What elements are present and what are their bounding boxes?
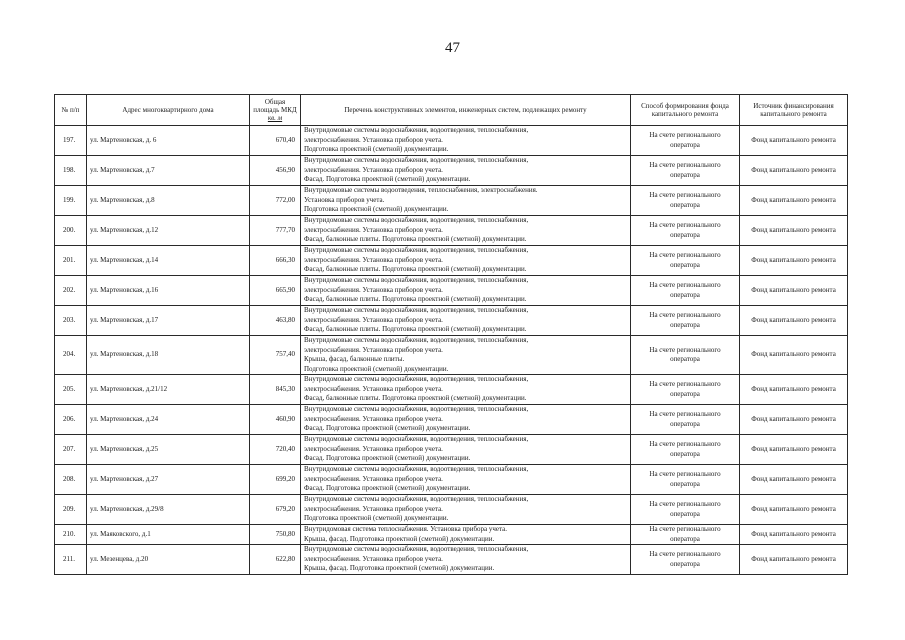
row-fund-method: На счете регионального оператора [631,276,740,306]
table-row [55,495,848,525]
works-line: Установка приборов учета. [304,195,385,204]
row-area: 679,20 [250,495,301,525]
row-works [301,545,631,575]
row-address: ул. Мартеновская, д.21/12 [87,375,250,405]
row-funding-source: Фонд капитального ремонта [740,495,848,525]
row-funding-source: Фонд капитального ремонта [740,276,848,306]
row-fund-method: На счете регионального оператора [631,525,740,545]
row-number: 204. [55,336,87,375]
works-line: электроснабжения. Установка приборов учета. [304,165,443,174]
works-line: Крыша, фасад. Подготовка проектной (сметной) документации. [304,564,495,573]
works-line: Внутридомовые системы водоснабжения, водоотведения, теплоснабжения, [304,306,529,315]
row-works [301,186,631,216]
row-area: 757,40 [250,336,301,375]
works-line: электроснабжения. Установка приборов учета. [304,504,443,513]
works-line: Внутридомовые системы водоснабжения, водоотведения, теплоснабжения, [304,435,529,444]
row-address: ул. Мартеновская, д.7 [87,156,250,186]
works-line: электроснабжения. Установка приборов учета. [304,554,443,563]
table-row [55,375,848,405]
table-row [55,545,848,575]
row-works [301,525,631,545]
table-row [55,405,848,435]
row-works [301,276,631,306]
row-area: 666,30 [250,246,301,276]
row-address: ул. Мартеновская, д.16 [87,276,250,306]
works-line: электроснабжения. Установка приборов учета. [304,255,443,264]
row-address: ул. Мартеновская, д. 6 [87,126,250,156]
row-number: 206. [55,405,87,435]
row-funding-source: Фонд капитального ремонта [740,405,848,435]
works-line: Внутридомовые системы водоснабжения, водоотведения, теплоснабжения, [304,405,529,414]
row-address: ул. Мартеновская, д.18 [87,336,250,375]
row-fund-method: На счете регионального оператора [631,306,740,336]
row-funding-source: Фонд капитального ремонта [740,156,848,186]
works-line: Подготовка проектной (сметной) документации. [304,364,449,373]
row-fund-method: На счете регионального оператора [631,495,740,525]
works-line: электроснабжения. Установка приборов учета. [304,444,443,453]
row-funding-source: Фонд капитального ремонта [740,336,848,375]
row-works [301,336,631,375]
row-works [301,246,631,276]
row-works [301,126,631,156]
row-number: 210. [55,525,87,545]
works-line: электроснабжения. Установка приборов учета. [304,384,443,393]
row-address: ул. Маяковского, д.1 [87,525,250,545]
row-fund-method: На счете регионального оператора [631,405,740,435]
row-number: 199. [55,186,87,216]
header-number: № п/п [55,95,87,126]
header-funding-source: Источник финансирования капитального ремонта [740,95,848,126]
row-fund-method: На счете регионального оператора [631,465,740,495]
row-fund-method: На счете регионального оператора [631,545,740,575]
works-line: Подготовка проектной (сметной) документации. [304,205,449,214]
row-funding-source: Фонд капитального ремонта [740,525,848,545]
row-address: ул. Мартеновская, д.25 [87,435,250,465]
row-address: ул. Мартеновская, д.12 [87,216,250,246]
header-address: Адрес многоквартирного дома [87,95,250,126]
row-number: 198. [55,156,87,186]
row-number: 203. [55,306,87,336]
row-works [301,306,631,336]
works-line: Внутридомовые системы водоснабжения, водоотведения, теплоснабжения, [304,156,529,165]
works-line: электроснабжения. Установка приборов учета. [304,414,443,423]
header-area-unit: кв. м [267,114,283,122]
row-number: 211. [55,545,87,575]
row-funding-source: Фонд капитального ремонта [740,465,848,495]
table-body [55,126,848,575]
works-line: электроснабжения. Установка приборов учета. [304,225,443,234]
works-line: электроснабжения. Установка приборов учета. [304,135,443,144]
row-funding-source: Фонд капитального ремонта [740,186,848,216]
table-row [55,435,848,465]
table-row [55,306,848,336]
table-row [55,336,848,375]
row-area: 665,90 [250,276,301,306]
works-line: Внутридомовые системы водоснабжения, водоотведения, теплоснабжения, [304,465,529,474]
table-row [55,156,848,186]
row-funding-source: Фонд капитального ремонта [740,545,848,575]
row-works [301,495,631,525]
table-row [55,126,848,156]
table-row [55,465,848,495]
row-number: 202. [55,276,87,306]
row-funding-source: Фонд капитального ремонта [740,435,848,465]
works-line: Крыша, фасад, балконные плиты. [304,355,405,363]
works-line: Внутридомовые системы водоотведения, теплоснабжения, электроснабжения. [304,186,538,195]
row-fund-method: На счете регионального оператора [631,435,740,465]
row-funding-source: Фонд капитального ремонта [740,216,848,246]
row-number: 207. [55,435,87,465]
row-area: 463,80 [250,306,301,336]
row-number: 197. [55,126,87,156]
works-line: Фасад, балконные плиты. Подготовка проектной (сметной) документации. [304,265,527,274]
row-fund-method: На счете регионального оператора [631,246,740,276]
row-number: 209. [55,495,87,525]
row-fund-method: На счете регионального оператора [631,336,740,375]
works-line: электроснабжения. Установка приборов учета. [304,315,443,324]
works-line: Внутридомовые системы водоснабжения, водоотведения, теплоснабжения, [304,216,529,225]
row-address: ул. Мезенцева, д.20 [87,545,250,575]
row-funding-source: Фонд капитального ремонта [740,375,848,405]
works-line: электроснабжения. Установка приборов учета. [304,285,443,294]
table-header-row [55,95,848,126]
row-address: ул. Мартеновская, д.24 [87,405,250,435]
row-address: ул. Мартеновская, д.17 [87,306,250,336]
header-area [250,95,301,126]
row-works [301,465,631,495]
works-line: Фасад. Подготовка проектной (сметной) документации. [304,454,471,463]
header-works: Перечень конструктивных элементов, инженерных систем, подлежащих ремонту [301,95,631,126]
row-works [301,216,631,246]
row-works [301,405,631,435]
works-line: Внутридомовые системы водоснабжения, водоотведения, теплоснабжения, [304,545,529,554]
header-fund-method: Способ формирования фонда капитального ремонта [631,95,740,126]
row-address: ул. Мартеновская, д.8 [87,186,250,216]
works-line: Подготовка проектной (сметной) документации. [304,145,449,154]
works-line: Внутридомовые системы водоснабжения, водоотведения, теплоснабжения, [304,375,529,384]
row-area: 699,20 [250,465,301,495]
row-area: 845,30 [250,375,301,405]
works-line: Внутридомовые системы водоснабжения, водоотведения, теплоснабжения, [304,126,529,135]
row-area: 772,00 [250,186,301,216]
table-row [55,216,848,246]
row-fund-method: На счете регионального оператора [631,156,740,186]
row-area: 670,40 [250,126,301,156]
table-row [55,525,848,545]
header-area-title: Общая площадь МКД [253,98,297,114]
works-line: Фасад, балконные плиты. Подготовка проектной (сметной) документации. [304,295,527,304]
works-line: Фасад. Подготовка проектной (сметной) документации. [304,175,471,184]
page-number: 47 [445,40,460,56]
works-line: Внутридомовая система теплоснабжения. Установка прибора учета. [304,525,508,533]
row-address: ул. Мартеновская, д.14 [87,246,250,276]
works-line: Внутридомовые системы водоснабжения, водоотведения, теплоснабжения, [304,336,529,344]
row-number: 200. [55,216,87,246]
works-line: Фасад, балконные плиты. Подготовка проектной (сметной) документации. [304,235,527,244]
row-works [301,156,631,186]
row-area: 750,80 [250,525,301,545]
row-address: ул. Мартеновская, д.27 [87,465,250,495]
works-line: Фасад. Подготовка проектной (сметной) документации. [304,484,471,493]
table-row [55,246,848,276]
table-row [55,276,848,306]
works-line: Внутридомовые системы водоснабжения, водоотведения, теплоснабжения, [304,495,529,504]
row-fund-method: На счете регионального оператора [631,216,740,246]
row-funding-source: Фонд капитального ремонта [740,246,848,276]
works-line: электроснабжения. Установка приборов учета. [304,474,443,483]
row-number: 205. [55,375,87,405]
works-line: Внутридомовые системы водоснабжения, водоотведения, теплоснабжения, [304,276,529,285]
row-works [301,435,631,465]
row-address: ул. Мартеновская, д.29/8 [87,495,250,525]
row-funding-source: Фонд капитального ремонта [740,126,848,156]
repair-program-table [54,94,848,575]
table-row [55,186,848,216]
works-line: Фасад, балконные плиты. Подготовка проектной (сметной) документации. [304,394,527,403]
row-fund-method: На счете регионального оператора [631,186,740,216]
works-line: Фасад. Подготовка проектной (сметной) документации. [304,424,471,433]
row-number: 208. [55,465,87,495]
row-funding-source: Фонд капитального ремонта [740,306,848,336]
row-area: 777,70 [250,216,301,246]
row-fund-method: На счете регионального оператора [631,375,740,405]
works-line: электроснабжения. Установка приборов учета. [304,345,443,354]
works-line: Фасад, балконные плиты. Подготовка проектной (сметной) документации. [304,325,527,334]
row-works [301,375,631,405]
works-line: Крыша, фасад. Подготовка проектной (сметной) документации. [304,534,495,543]
row-fund-method: На счете регионального оператора [631,126,740,156]
row-number: 201. [55,246,87,276]
works-line: Подготовка проектной (сметной) документации. [304,514,449,523]
row-area: 720,40 [250,435,301,465]
row-area: 622,80 [250,545,301,575]
row-area: 460,90 [250,405,301,435]
row-area: 456,90 [250,156,301,186]
works-line: Внутридомовые системы водоснабжения, водоотведения, теплоснабжения, [304,246,529,255]
